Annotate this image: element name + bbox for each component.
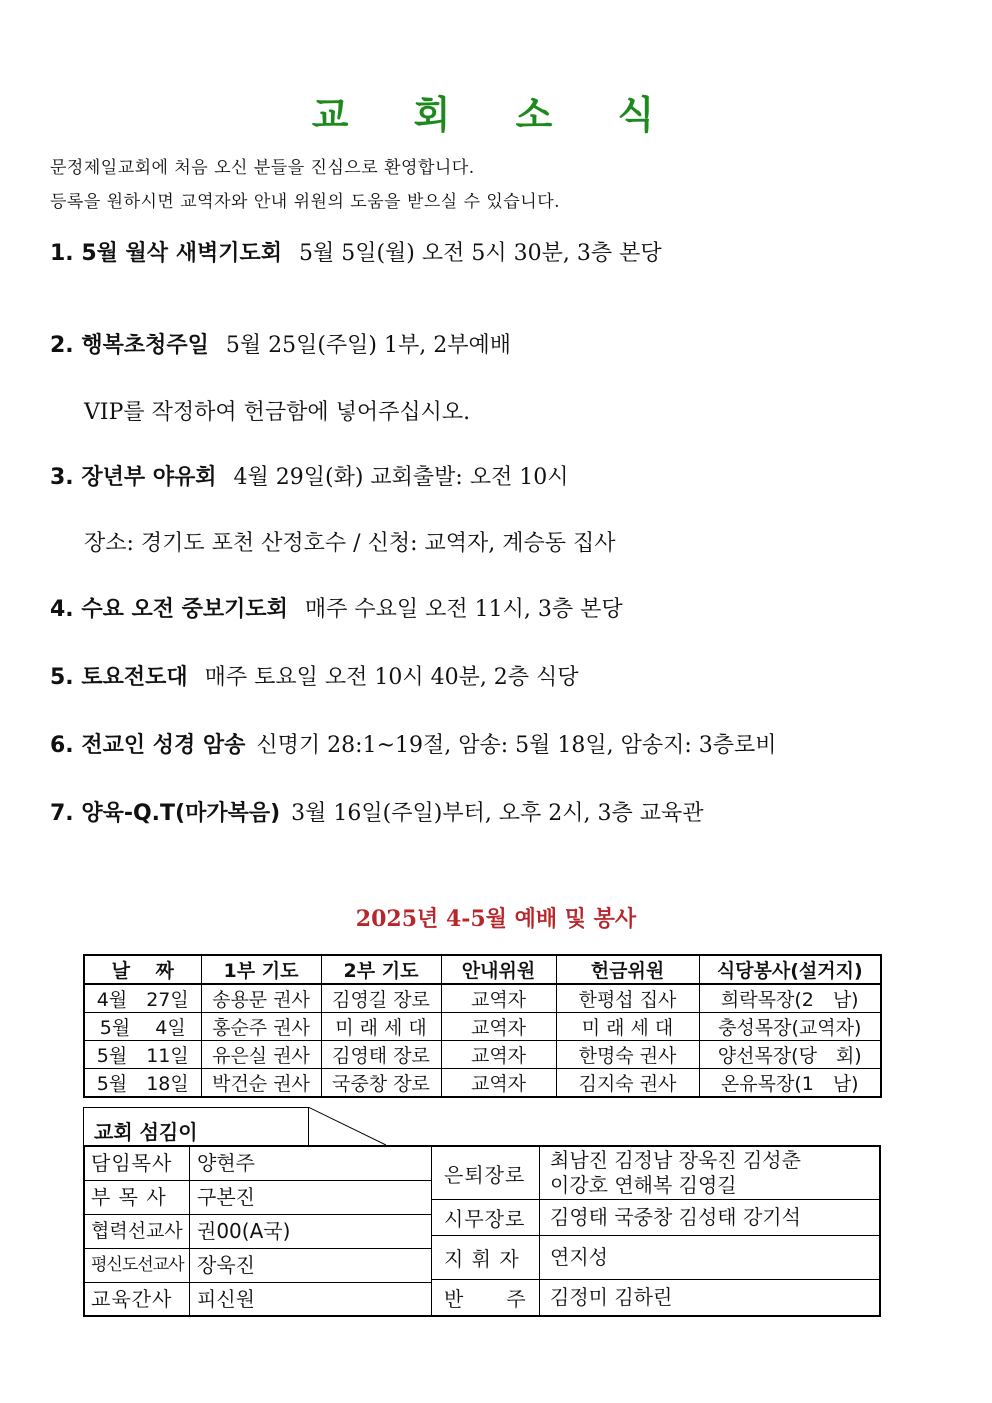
cell-date: 4월 27일 <box>84 984 201 1013</box>
notice-item-7 <box>50 796 704 827</box>
cell-kitchen: 온유목장(1 남) <box>699 1069 881 1098</box>
notice-heading: 4. 수요 오전 중보기도회 <box>50 597 288 622</box>
staff-value-line: 김영태 국중창 김성태 강기석 <box>550 1205 801 1229</box>
notice-heading: 2. 행복초청주일 <box>50 333 209 358</box>
staff-label: 담임목사 <box>85 1147 190 1180</box>
staff-label: 지 휘 자 <box>432 1236 540 1279</box>
notice-item-2 <box>50 328 511 359</box>
staff-value-line: 김정미 김하린 <box>550 1285 673 1309</box>
tab-diagonal-line <box>308 1107 388 1147</box>
staff-row-retired-elders <box>431 1147 879 1200</box>
staff-label: 평신도선교사 <box>85 1249 190 1282</box>
cell-usher: 교역자 <box>441 1069 556 1098</box>
notice-text: 5월 25일(주일) 1부, 2부예배 <box>225 333 511 358</box>
staff-label: 시무장로 <box>432 1200 540 1235</box>
staff-row-lay-missionary <box>85 1249 431 1283</box>
staff-value: 구본진 <box>197 1185 255 1209</box>
cell-date: 5월 18일 <box>84 1069 201 1098</box>
staff-grid <box>83 1145 881 1317</box>
cell-prayer-1: 홍순주 권사 <box>201 1013 321 1041</box>
cell-prayer-2: 김영길 장로 <box>321 984 441 1013</box>
cell-usher: 교역자 <box>441 984 556 1013</box>
table-row <box>84 1069 881 1098</box>
schedule-table <box>83 954 882 1098</box>
cell-date: 5월 4일 <box>84 1013 201 1041</box>
notice-heading: 6. 전교인 성경 암송 <box>50 733 246 758</box>
notice-heading: 1. 5월 월삭 새벽기도회 <box>50 241 282 266</box>
staff-value-line: 연지성 <box>550 1245 608 1269</box>
staff-label: 협력선교사 <box>85 1215 190 1248</box>
staff-value-line: 최남진 김정남 장욱진 김성춘 <box>550 1148 801 1172</box>
staff-section <box>83 1107 881 1317</box>
staff-row-education <box>85 1283 431 1317</box>
cell-usher: 교역자 <box>441 1041 556 1069</box>
notice-heading: 3. 장년부 야유회 <box>50 465 217 490</box>
intro-line-2: 등록을 원하시면 교역자와 안내 위원의 도움을 받으실 수 있습니다. <box>50 192 561 212</box>
cell-prayer-2: 국중창 장로 <box>321 1069 441 1098</box>
notice-item-6 <box>50 728 777 759</box>
notice-sub-2: VIP를 작정하여 헌금함에 넣어주십시오. <box>84 400 471 425</box>
notice-item-1 <box>50 236 662 267</box>
staff-label: 교육간사 <box>85 1283 190 1316</box>
page-title: 교 회 소 식 <box>311 93 681 137</box>
notice-text: 4월 29일(화) 교회출발: 오전 10시 <box>233 465 569 490</box>
table-row <box>84 1041 881 1069</box>
notice-heading: 7. 양육-Q.T(마가복음) <box>50 801 281 826</box>
cell-kitchen: 양선목장(당 회) <box>699 1041 881 1069</box>
schedule-header-row <box>84 955 881 984</box>
staff-value <box>550 1280 672 1315</box>
col-header-prayer-1: 1부 기도 <box>201 955 321 984</box>
cell-offering: 김지숙 권사 <box>556 1069 699 1098</box>
cell-prayer-2: 미 래 세 대 <box>321 1013 441 1041</box>
staff-value: 피신원 <box>197 1287 255 1311</box>
notice-sub-3: 장소: 경기도 포천 산정호수 / 신청: 교역자, 계승동 집사 <box>84 531 616 556</box>
intro-line-1: 문정제일교회에 처음 오신 분들을 진심으로 환영합니다. <box>50 158 475 178</box>
staff-value: 권00(A국) <box>197 1219 291 1243</box>
staff-label: 부 목 사 <box>85 1181 190 1214</box>
cell-prayer-2: 김영태 장로 <box>321 1041 441 1069</box>
col-header-date: 날 짜 <box>84 955 201 984</box>
notice-text: 5월 5일(월) 오전 5시 30분, 3층 본당 <box>298 241 662 266</box>
cell-prayer-1: 송용문 권사 <box>201 984 321 1013</box>
cell-kitchen: 충성목장(교역자) <box>699 1013 881 1041</box>
cell-date: 5월 11일 <box>84 1041 201 1069</box>
cell-offering: 한명숙 권사 <box>556 1041 699 1069</box>
notice-item-3 <box>50 460 569 491</box>
staff-row-missionary <box>85 1215 431 1249</box>
staff-row-senior-pastor <box>85 1147 431 1181</box>
col-header-offering: 헌금위원 <box>556 955 699 984</box>
staff-value-line: 이강호 연해복 김영길 <box>550 1173 737 1197</box>
cell-kitchen: 희락목장(2 남) <box>699 984 881 1013</box>
staff-value <box>550 1200 801 1235</box>
col-header-prayer-2: 2부 기도 <box>321 955 441 984</box>
staff-row-associate-pastor <box>85 1181 431 1215</box>
notice-item-4 <box>50 592 623 623</box>
col-header-kitchen: 식당봉사(설거지) <box>699 955 881 984</box>
staff-title: 교회 섬김이 <box>83 1107 309 1145</box>
staff-row-conductor <box>431 1236 879 1280</box>
cell-offering: 한평섭 집사 <box>556 984 699 1013</box>
staff-value: 장욱진 <box>197 1253 255 1277</box>
staff-row-accompanist <box>431 1280 879 1315</box>
col-header-usher: 안내위원 <box>441 955 556 984</box>
staff-label: 은퇴장로 <box>432 1147 540 1199</box>
notice-heading: 5. 토요전도대 <box>50 665 188 690</box>
notice-text: 3월 16일(주일)부터, 오후 2시, 3층 교육관 <box>291 801 704 826</box>
schedule-title: 2025년 4-5월 예배 및 봉사 <box>355 906 637 932</box>
cell-usher: 교역자 <box>441 1013 556 1041</box>
notice-item-5 <box>50 660 579 691</box>
notice-text: 신명기 28:1~19절, 암송: 5월 18일, 암송지: 3층로비 <box>256 733 777 758</box>
cell-offering: 미 래 세 대 <box>556 1013 699 1041</box>
notice-text: 매주 토요일 오전 10시 40분, 2층 식당 <box>204 665 579 690</box>
notice-text: 매주 수요일 오전 11시, 3층 본당 <box>304 597 623 622</box>
staff-value <box>550 1236 608 1279</box>
staff-value <box>550 1147 801 1199</box>
cell-prayer-1: 유은실 권사 <box>201 1041 321 1069</box>
staff-row-active-elders <box>431 1200 879 1236</box>
table-row <box>84 984 881 1013</box>
staff-label: 반 주 <box>432 1280 540 1315</box>
cell-prayer-1: 박건순 권사 <box>201 1069 321 1098</box>
table-row <box>84 1013 881 1041</box>
staff-value: 양현주 <box>197 1151 255 1175</box>
